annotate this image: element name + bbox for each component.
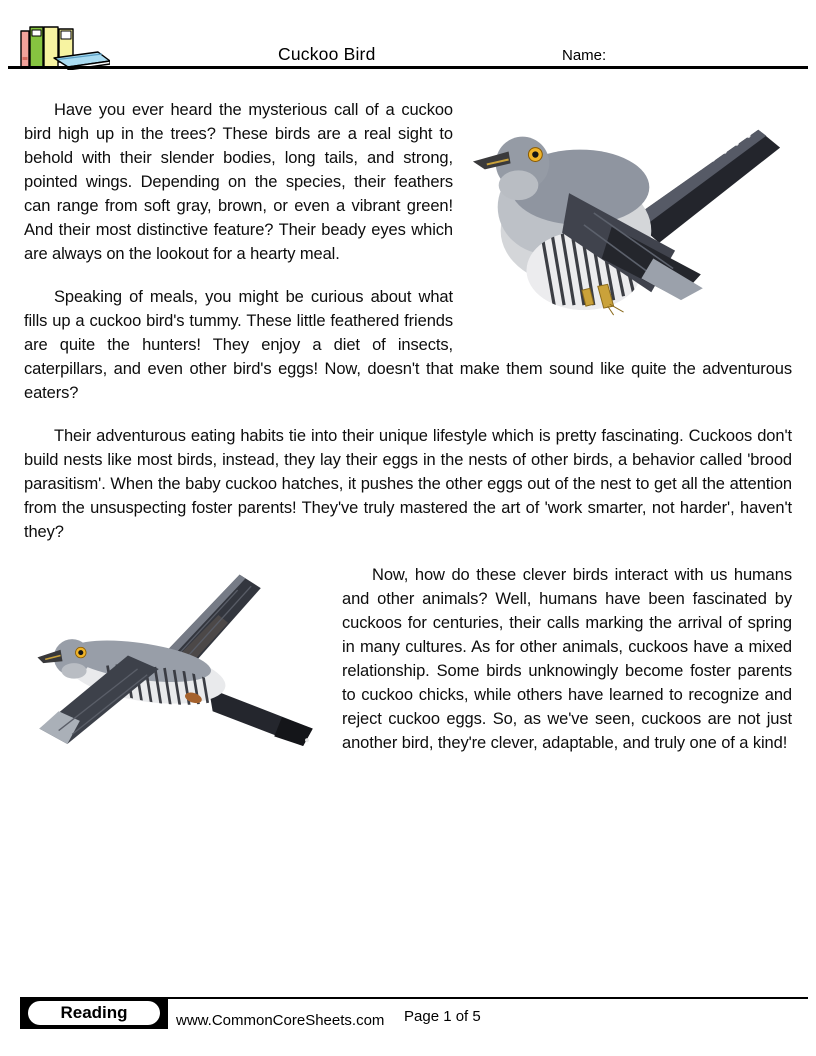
category-badge-label: Reading xyxy=(28,1001,160,1025)
flying-cuckoo-image xyxy=(24,565,332,773)
perched-cuckoo-image xyxy=(465,102,792,340)
website-url: www.CommonCoreSheets.com xyxy=(176,1012,385,1029)
passage-paragraph-2: Speaking of meals, you might be curious about what fills up a cuckoo bird's tummy. These little feathered friends are quite the hunters! They enjoy a diet of insects, caterpillars, and even other bird's eggs! Now, doesn't that make them sound like quite the adventurous eaters? xyxy=(24,288,792,402)
passage-paragraph-3: Their adventurous eating habits tie into their unique lifestyle which is pretty fascinating. Cuckoos don't build nests like most birds, instead, they lay their eggs in the nests of other birds, a behavior called 'brood parasitism'. When the baby cuckoo hatches, it pushes the other eggs out of the nest to get all the attention from the unsuspecting foster parents! They've truly mastered the art of 'work smarter, not harder', haven't they? xyxy=(24,427,792,541)
worksheet-category-badge xyxy=(20,997,168,1029)
name-label: Name: xyxy=(562,47,607,64)
page-indicator: Page 1 of 5 xyxy=(404,1008,481,1025)
passage-paragraph-4: Now, how do these clever birds interact with us humans and other animals? Well, humans have been fascinated by cuckoos for centuries, their calls marking the arrival of spring in many cultures. As for other animals, cuckoos have a mixed relationship. Some birds unknowingly become foster parents to cuckoo chicks, while others have learned to recognize and reject cuckoo eggs. So, as we've seen, cuckoos are not just another bird, they're clever, adaptable, and truly one of a kind! xyxy=(342,566,792,752)
bookshelf-logo-icon xyxy=(18,24,110,70)
passage-paragraph-1: Have you ever heard the mysterious call of a cuckoo bird high up in the trees? These birds are a real sight to behold with their slender bodies, long tails, and strong, pointed wings. Depending on the species, their feathers can range from soft gray, brown, or even a vibrant green! And their most distinctive feature? Their beady eyes which are always on the lookout for a hearty meal. xyxy=(24,101,453,263)
header-rule xyxy=(8,66,808,69)
page-title: Cuckoo Bird xyxy=(278,44,376,64)
reading-passage xyxy=(24,70,792,774)
